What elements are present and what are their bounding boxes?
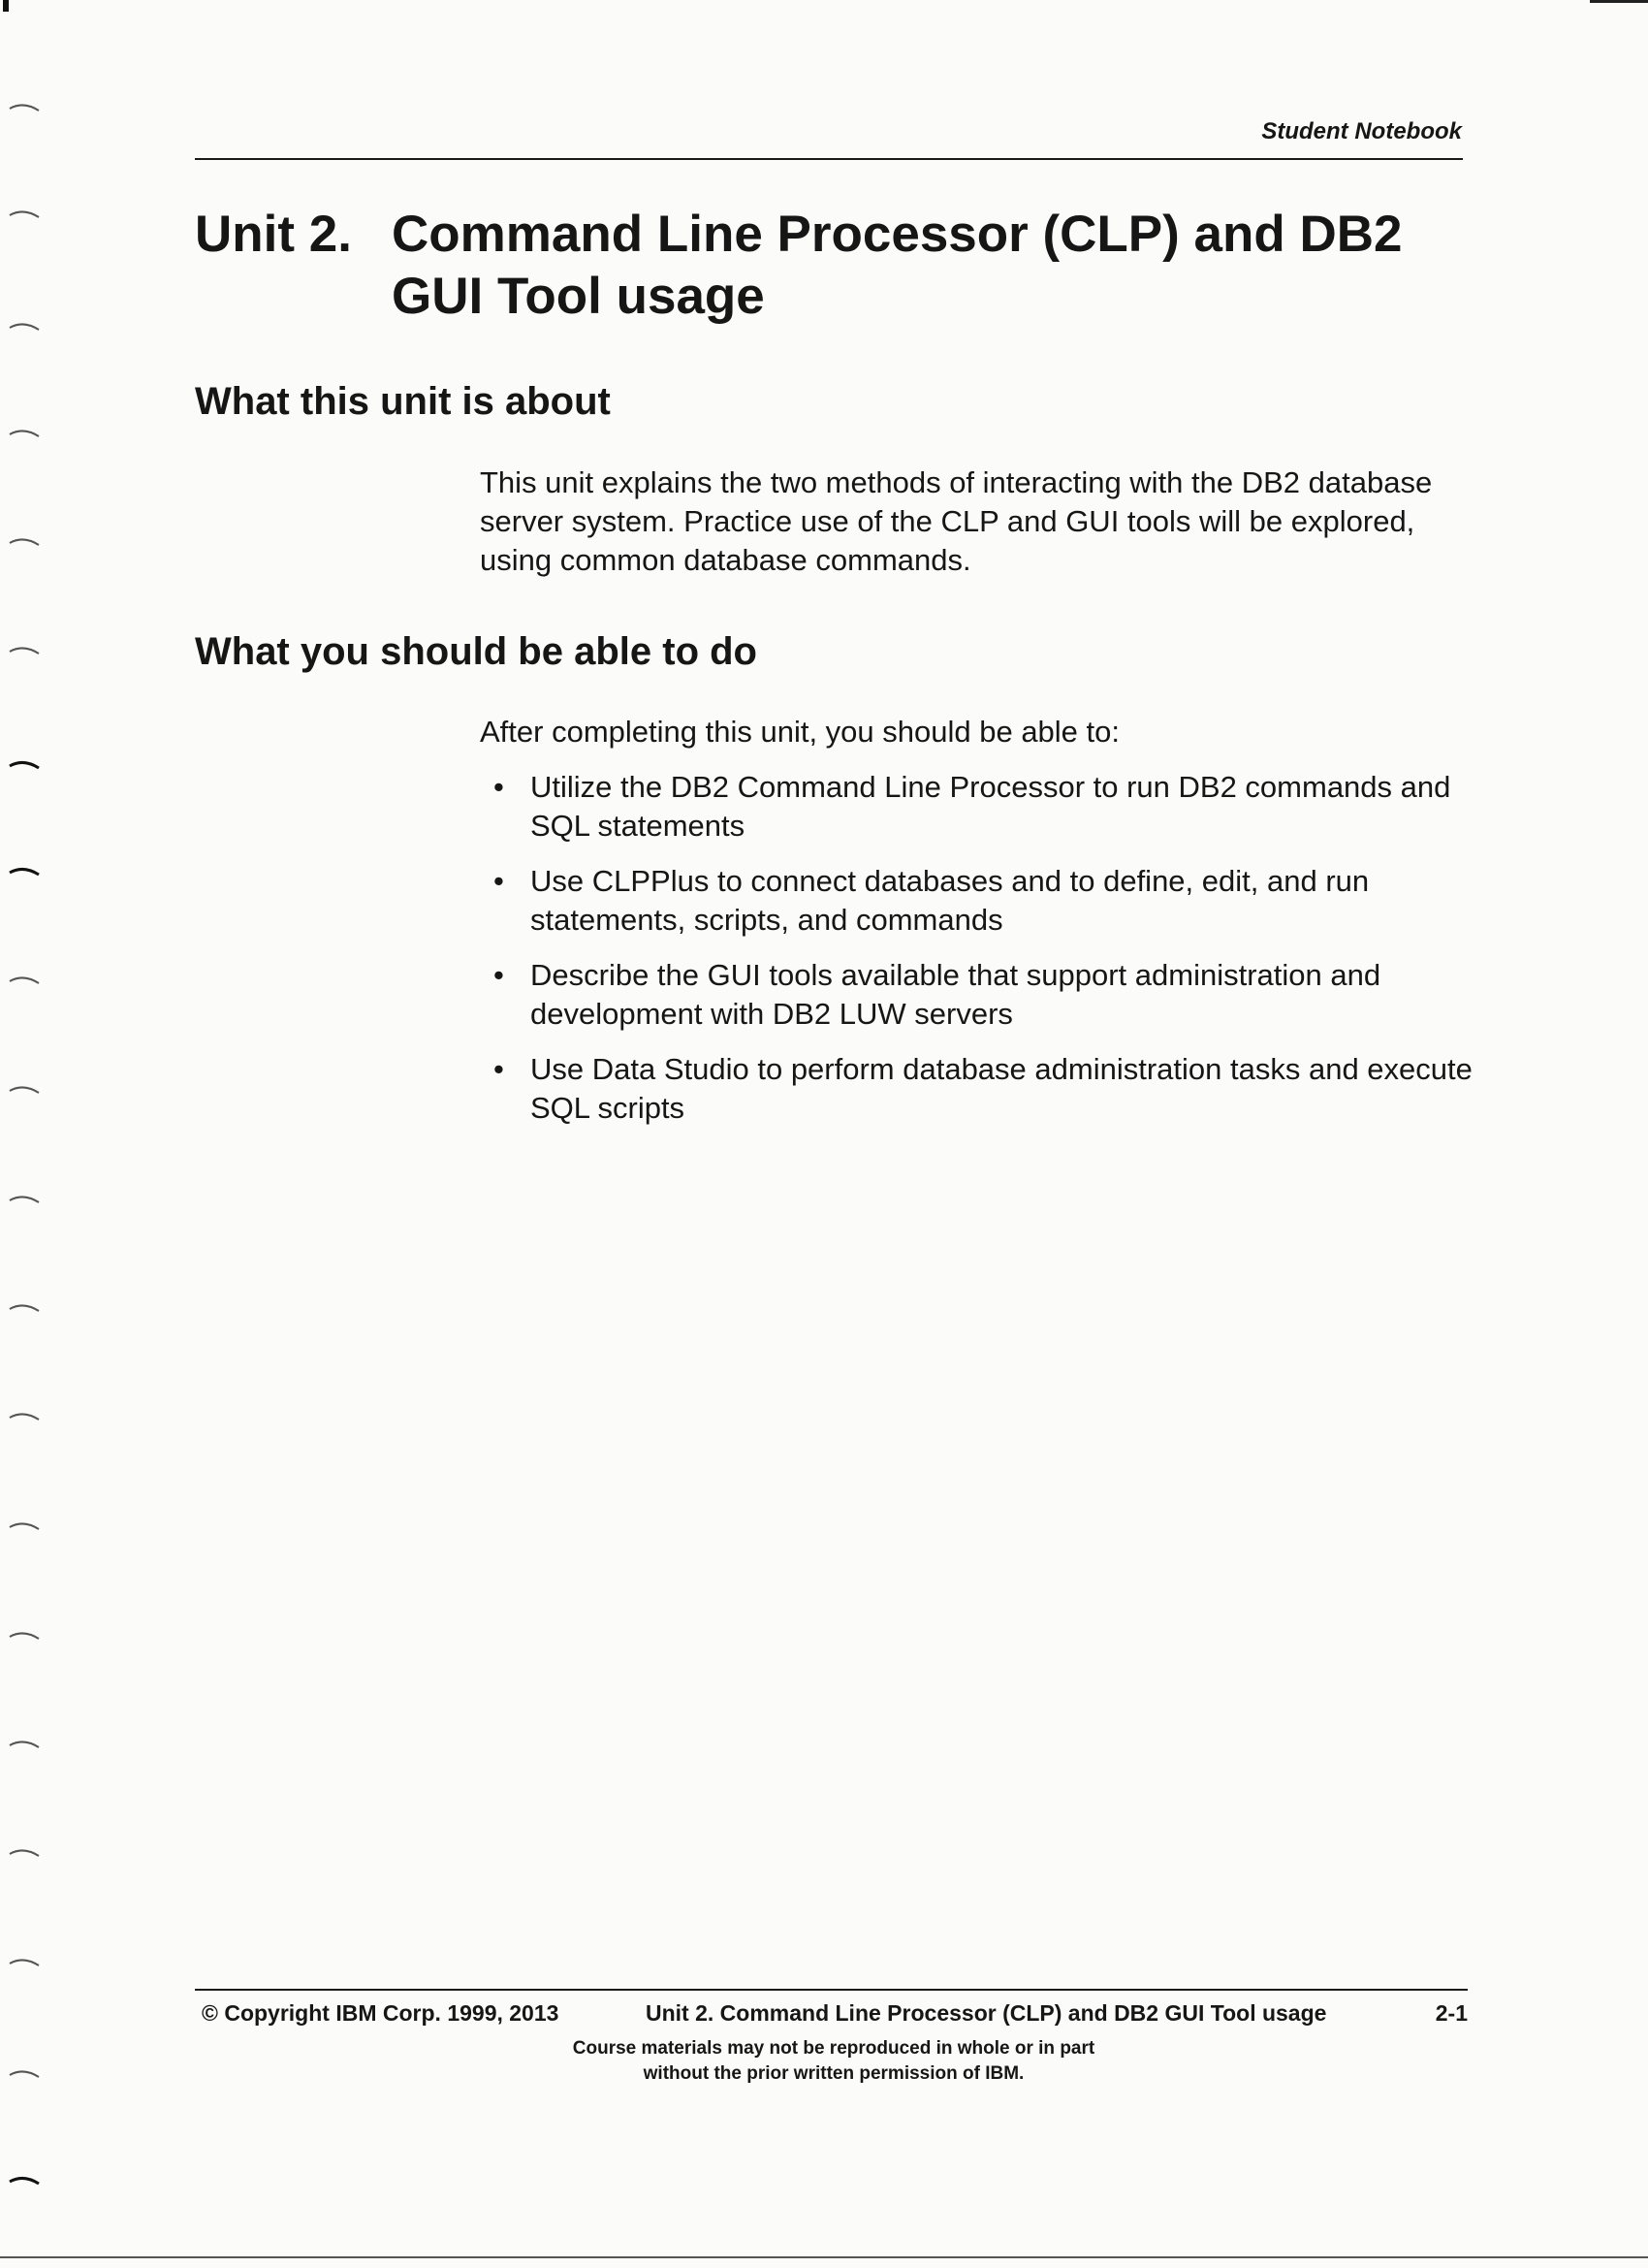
- footer-copyright: © Copyright IBM Corp. 1999, 2013: [202, 2000, 559, 2026]
- objective-text: Use CLPPlus to connect databases and to define, edit, and run statements, scripts, and commands: [530, 864, 1370, 937]
- about-heading: What this unit is about: [195, 380, 611, 423]
- footer-notice-line-1: Course materials may not be reproduced in whole or in part: [572, 2038, 1095, 2059]
- unit-title: [195, 204, 1474, 328]
- list-item: [480, 862, 1478, 940]
- bullet-icon: •: [493, 770, 504, 804]
- footer-unit-title: Unit 2. Command Line Processor (CLP) and DB2 GUI Tool usage: [646, 2000, 1327, 2026]
- header-label: Student Notebook: [1261, 118, 1462, 144]
- objectives-heading: What you should be able to do: [195, 630, 757, 673]
- unit-number: Unit 2.: [195, 206, 352, 263]
- list-item: [480, 768, 1478, 846]
- page-number: 2-1: [1435, 2000, 1468, 2026]
- bullet-icon: •: [493, 958, 504, 992]
- objectives-list: [480, 768, 1478, 1144]
- scan-edge-bottom: [0, 2256, 1648, 2258]
- header-rule: [195, 158, 1463, 160]
- objective-text: Utilize the DB2 Command Line Processor to run DB2 commands and SQL statements: [530, 770, 1451, 843]
- list-item: [480, 1050, 1478, 1128]
- footer-notice: [0, 2036, 1648, 2087]
- unit-title-text: Command Line Processor (CLP) and DB2 GUI Tool usage: [392, 206, 1403, 325]
- bullet-icon: •: [493, 1052, 504, 1086]
- about-text: This unit explains the two methods of interacting with the DB2 database server system. Practice use of the CLP and GUI tools will be explored, using common database commands.: [480, 465, 1433, 577]
- footer-rule: [195, 1989, 1468, 1991]
- objective-text: Describe the GUI tools available that support administration and development with DB2 LUW servers: [530, 958, 1381, 1031]
- list-item: [480, 956, 1478, 1034]
- footer-notice-line-2: without the prior written permission of IBM.: [643, 2063, 1025, 2084]
- bullet-icon: •: [493, 864, 504, 898]
- scan-edge-top: [1590, 0, 1648, 3]
- binder-hole-marks: [0, 0, 58, 2268]
- objectives-intro: After completing this unit, you should be able to:: [480, 715, 1121, 749]
- objective-text: Use Data Studio to perform database administration tasks and execute SQL scripts: [530, 1052, 1473, 1125]
